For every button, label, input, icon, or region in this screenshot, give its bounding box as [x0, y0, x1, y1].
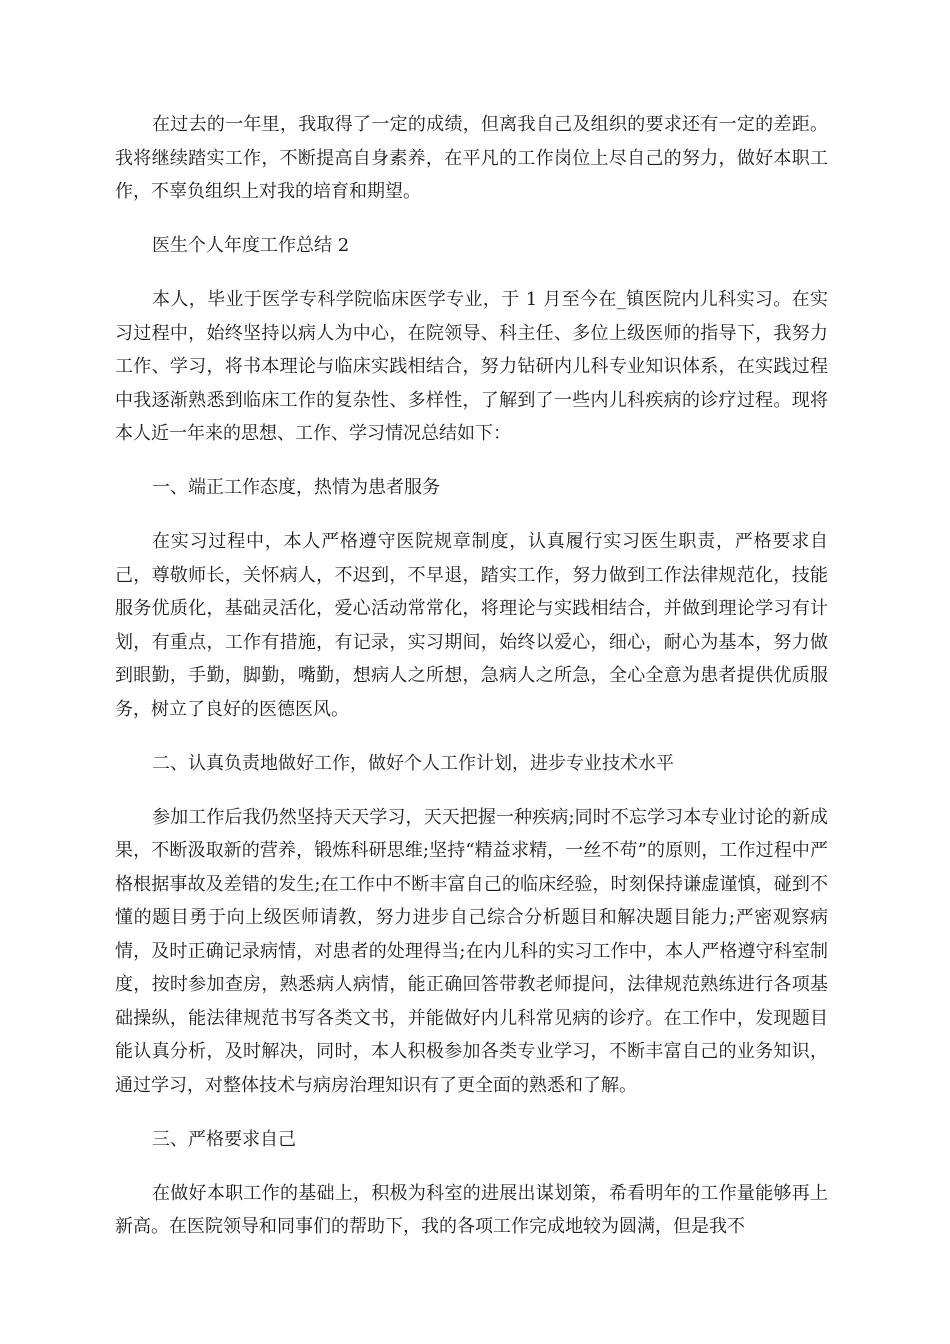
- paragraph-closing-remarks: 在过去的一年里，我取得了一定的成绩，但离我自己及组织的要求还有一定的差距。我将继续踏实工作，不断提高自身素养，在平凡的工作岗位上尽自己的努力，做好本职工作，不辜负组织上对我的培育和期望。: [115, 114, 828, 202]
- paragraph-introduction: 本人，毕业于医学专科学院临床医学专业，于 1 月至今在_镇医院内儿科实习。在实习过程中，始终坚持以病人为中心，在院领导、科主任、多位上级医师的指导下，我努力工作、学习，将书本理论与临床实践相结合，努力钻研内儿科专业知识体系，在实践过程中我逐渐熟悉到临床工作的复杂性、多样性，了解到了一些内儿科疾病的诊疗过程。现将本人近一年来的思想、工作、学习情况总结如下：: [115, 289, 828, 444]
- heading-work-attitude: 一、端正工作态度，热情为患者服务: [152, 477, 440, 498]
- paragraph-professional-skills: 参加工作后我仍然坚持天天学习，天天把握一种疾病;同时不忘学习本专业讨论的新成果，不断汲取新的营养，锻炼科研思维;坚持“精益求精，一丝不苟”的原则，工作过程中严格根据事故及差错的发生;在工作中不断丰富自己的临床经验，时刻保持谦虚谨慎，碰到不懂的题目勇于向上级医师请教，努力进步自己综合分析题目和解决题目能力;严密观察病情，及时正确记录病情，对患者的处理得当;在内儿科的实习工作中，本人严格遵守科室制度，按时参加查房，熟悉病人病情，能正确回答带教老师提问，法律规范熟练进行各项基础操纵，能法律规范书写各类文书，并能做好内儿科常见病的诊疗。在工作中，发现题目能认真分析，及时解决，同时，本人积极参加各类专业学习，不断丰富自己的业务知识，通过学习，对整体技术与病房治理知识有了更全面的熟悉和了解。: [115, 806, 828, 1096]
- section-title-summary-2: 医生个人年度工作总结 2: [152, 235, 350, 256]
- paragraph-work-attitude: 在实习过程中，本人严格遵守医院规章制度，认真履行实习医生职责，严格要求自己，尊敬师长，关怀病人，不迟到，不早退，踏实工作，努力做到工作法律规范化，技能服务优质化，基础灵活化，爱心活动常常化，将理论与实践相结合，并做到理论学习有计划，有重点，工作有措施，有记录，实习期间，始终以爱心，细心，耐心为基本，努力做到眼勤，手勤，脚勤，嘴勤，想病人之所想，急病人之所急，全心全意为患者提供优质服务，树立了良好的医德医风。: [115, 531, 828, 720]
- heading-professional-skills: 二、认真负责地做好工作，做好个人工作计划，进步专业技术水平: [152, 752, 674, 774]
- heading-self-discipline: 三、严格要求自己: [152, 1128, 296, 1150]
- document-page: [115, 108, 828, 1264]
- paragraph-self-discipline: 在做好本职工作的基础上，积极为科室的进展出谋划策，希看明年的工作量能够再上新高。在医院领导和同事们的帮助下，我的各项工作完成地较为圆满，但是我不: [115, 1182, 828, 1237]
